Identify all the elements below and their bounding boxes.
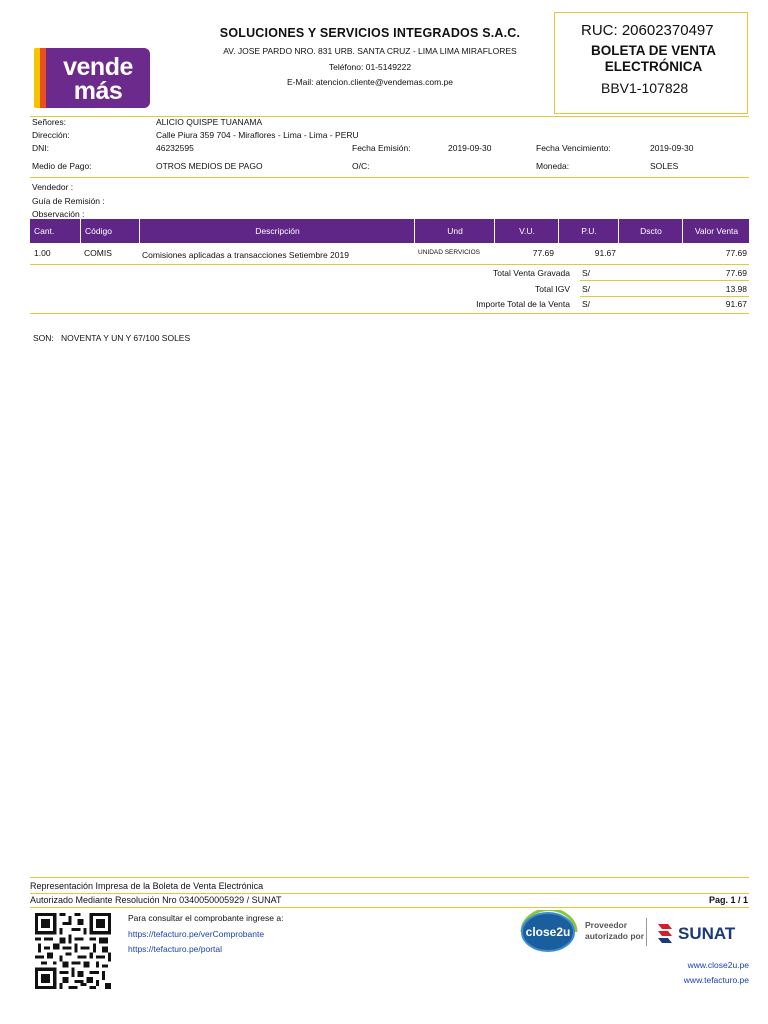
page-indicator: Pag. 1 / 1 (708, 895, 748, 905)
divider (580, 280, 749, 281)
medio-pago-value: OTROS MEDIOS DE PAGO (156, 161, 263, 171)
cell-cant: 1.00 (34, 248, 51, 258)
divider (30, 877, 749, 878)
dni-label: DNI: (32, 143, 49, 153)
moneda-label: Moneda: (536, 161, 570, 171)
moneda-value: SOLES (650, 161, 679, 171)
close2u-text: close2u (525, 925, 571, 939)
total-currency: S/ (582, 268, 591, 278)
close2u-web-link[interactable]: www.close2u.pe (687, 960, 749, 970)
close2u-logo (516, 910, 580, 954)
company-email: E-Mail: atencion.cliente@vendemas.com.pe (287, 77, 453, 87)
items-table-header (30, 219, 749, 243)
col-header-cant: Cant. (34, 226, 55, 236)
fecha-emision-label: Fecha Emisión: (352, 143, 411, 153)
fecha-vencimiento-value: 2019-09-30 (650, 143, 694, 153)
tefacturo-web-link[interactable]: www.tefacturo.pe (683, 975, 749, 985)
medio-pago-label: Medio de Pago: (32, 161, 92, 171)
col-header-pu: P.U. (558, 219, 619, 243)
cell-vu: 77.69 (532, 248, 554, 258)
fecha-vencimiento-label: Fecha Vencimiento: (536, 143, 611, 153)
representation-text: Representación Impresa de la Boleta de Venta Electrónica (30, 881, 264, 891)
cell-codigo: COMIS (84, 248, 112, 258)
document-title (581, 43, 726, 75)
cell-descripcion: Comisiones aplicadas a transacciones Setiembre 2019 (142, 250, 349, 260)
document-title-line2: ELECTRÓNICA (604, 59, 703, 74)
sunat-logo (648, 920, 748, 948)
col-header-und: Und (414, 219, 495, 243)
logo-box (46, 48, 150, 108)
total-currency: S/ (582, 299, 591, 309)
senores-value: ALICIO QUISPE TUANAMA (156, 117, 263, 127)
logo-divider (646, 918, 647, 946)
sunat-emblem-icon (656, 922, 674, 944)
logo-text-line2: más (73, 77, 123, 105)
vendedor-label: Vendedor : (32, 182, 74, 192)
total-label: Importe Total de la Venta (476, 299, 570, 309)
oc-label: O/C: (352, 161, 370, 171)
sunat-text: SUNAT (678, 924, 736, 943)
col-header-dscto: Dscto (618, 219, 683, 243)
total-value: 91.67 (725, 299, 747, 309)
col-header-vu: V.U. (494, 219, 559, 243)
total-label: Total IGV (535, 284, 570, 294)
portal-link[interactable]: https://tefacturo.pe/portal (128, 944, 223, 954)
proveedor-line2: autorizado por (585, 931, 645, 941)
divider (30, 177, 749, 178)
observacion-label: Observación : (32, 209, 85, 219)
son-label: SON: (33, 333, 54, 343)
direccion-value: Calle Piura 359 704 - Miraflores - Lima - Lima - PERU (156, 130, 359, 140)
logo-text-line1: vende (63, 53, 133, 81)
company-name: SOLUCIONES Y SERVICIOS INTEGRADOS S.A.C. (219, 26, 521, 40)
divider (30, 893, 749, 894)
ruc-box (554, 12, 748, 114)
consultar-text: Para consultar el comprobante ingrese a: (128, 913, 284, 923)
divider (30, 907, 749, 908)
divider (580, 296, 749, 297)
company-address: AV. JOSE PARDO NRO. 831 URB. SANTA CRUZ - LIMA LIMA MIRAFLORES (223, 46, 517, 56)
total-value: 13.98 (725, 284, 747, 294)
son-value: NOVENTA Y UN Y 67/100 SOLES (61, 333, 191, 343)
fecha-emision-value: 2019-09-30 (448, 143, 492, 153)
total-currency: S/ (582, 284, 591, 294)
col-header-descripcion: Descripción (139, 219, 415, 243)
autorizado-text: Autorizado Mediante Resolución Nro 0340050005929 / SUNAT (30, 895, 282, 905)
divider (30, 313, 749, 314)
totals-block (30, 265, 749, 315)
total-value: 77.69 (725, 268, 747, 278)
ruc-number: RUC: 20602370497 (581, 22, 714, 39)
cell-valor-venta: 77.69 (725, 248, 747, 258)
dni-value: 46232595 (156, 143, 194, 153)
ver-comprobante-link[interactable]: https://tefacturo.pe/verComprobante (128, 929, 265, 939)
col-header-valor-venta: Valor Venta (682, 219, 750, 243)
senores-label: Señores: (32, 117, 67, 127)
company-phone: Teléfono: 01-5149222 (328, 62, 412, 72)
document-number: BBV1-107828 (601, 80, 689, 96)
total-label: Total Venta Gravada (492, 268, 570, 278)
proveedor-text (585, 920, 644, 942)
direccion-label: Dirección: (32, 130, 70, 140)
vendemas-logo (34, 46, 150, 110)
qr-code-icon (34, 913, 112, 989)
document-title-line1: BOLETA DE VENTA (590, 43, 716, 58)
proveedor-line1: Proveedor (585, 920, 628, 930)
cell-pu: 91.67 (594, 248, 616, 258)
table-row (30, 243, 749, 263)
col-header-codigo: Código (80, 219, 139, 243)
cell-und: UNIDAD SERVICIOS (418, 249, 481, 256)
divider (30, 116, 749, 117)
guia-remision-label: Guía de Remisión : (32, 196, 105, 206)
